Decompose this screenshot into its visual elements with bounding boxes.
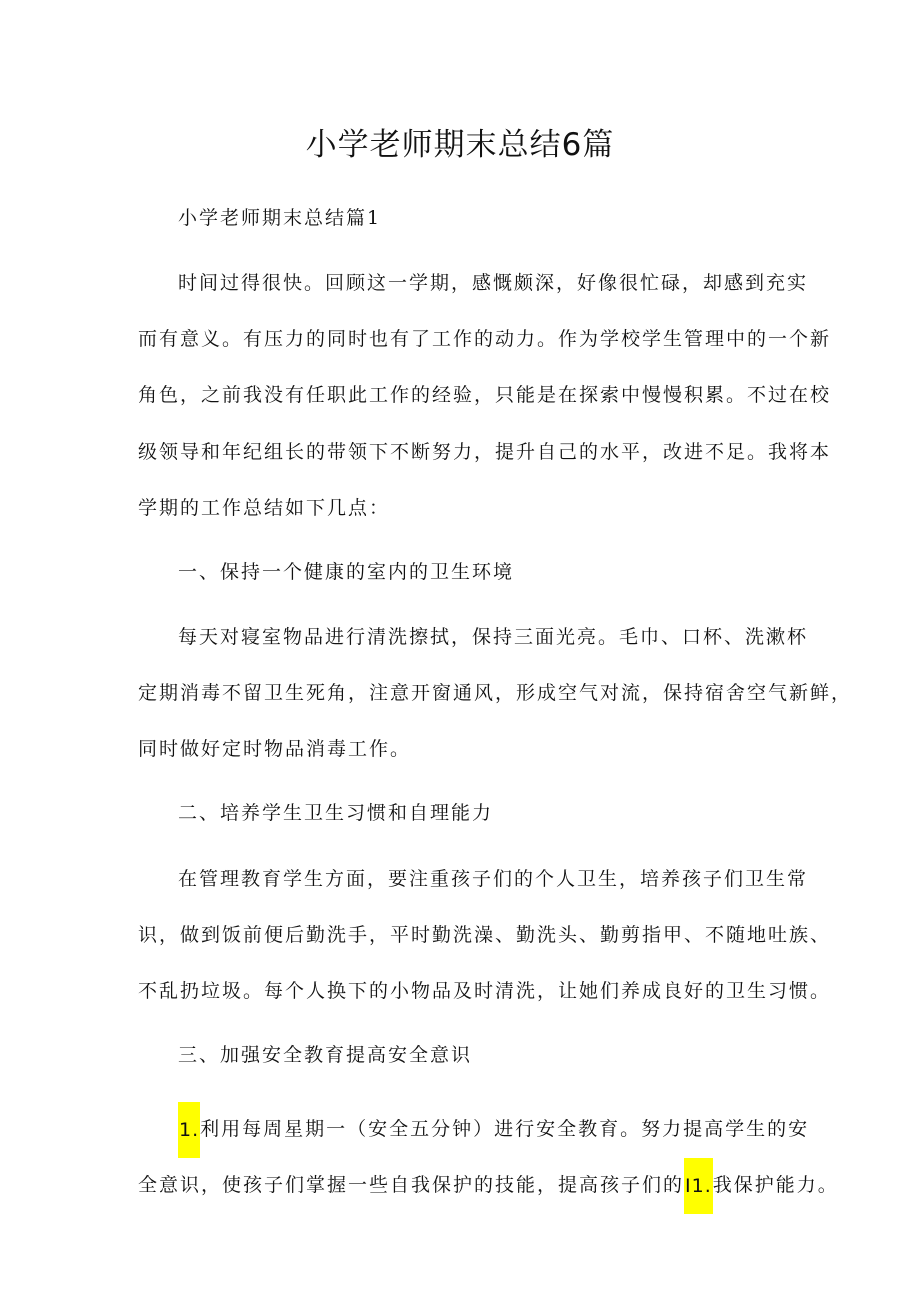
section-2-line-1: 在管理教育学生方面，要注重孩子们的个人卫生，培养孩子们卫生常 (178, 868, 809, 890)
intro-line-4: 级领导和年纪组长的带领下不断努力，提升自己的水平，改进不足。我将本 (138, 441, 832, 463)
highlighted-marker: 1. (178, 1102, 200, 1158)
section-3-line-2-before: 全意识，使孩子们掌握一些自我保护的技能，提高孩子们的 (138, 1174, 685, 1196)
section-2-line-2: 识，做到饭前便后勤洗手，平时勤洗澡、勤洗头、勤剪指甲、不随地吐族、 (138, 924, 832, 946)
intro-line-2: 而有意义。有压力的同时也有了工作的动力。作为学校学生管理中的一个新 (138, 328, 832, 350)
intro-line-5: 学期的工作总结如下几点： (138, 497, 391, 519)
section-2-heading: 二、培养学生卫生习惯和自理能力 (178, 802, 494, 824)
intro-line-1: 时间过得很快。回顾这一学期，感慨颇深，好像很忙碌，却感到充实 (178, 272, 809, 294)
section-subtitle: 小学老师期末总结篇1 (178, 207, 382, 229)
highlighted-marker-2: I1. (684, 1158, 713, 1214)
section-1-heading: 一、保持一个健康的室内的卫生环境 (178, 561, 515, 583)
section-1-line-1: 每天对寝室物品进行清洗擦拭，保持三面光亮。毛巾、口杯、洗漱杯 (178, 626, 809, 648)
section-3-item-1 (178, 1114, 809, 1145)
section-2-line-3: 不乱扔垃圾。每个人换下的小物品及时清洗，让她们养成良好的卫生习惯。 (138, 980, 832, 1002)
section-3-line-2 (138, 1170, 839, 1201)
intro-line-3: 角色，之前我没有任职此工作的经验，只能是在探索中慢慢积累。不过在校 (138, 384, 832, 406)
section-1-line-3: 同时做好定时物品消毒工作。 (138, 738, 412, 760)
document-title: 小学老师期末总结6篇 (305, 127, 615, 163)
section-1-line-2: 定期消毒不留卫生死角，注意开窗通风，形成空气对流，保持宿舍空气新鲜， (138, 682, 853, 704)
section-3-item-1-text: 利用每周星期一（安全五分钟）进行安全教育。努力提高学生的安 (200, 1118, 810, 1140)
section-3-line-2-after: 我保护能力。 (712, 1174, 839, 1196)
section-3-heading: 三、加强安全教育提高安全意识 (178, 1044, 473, 1066)
